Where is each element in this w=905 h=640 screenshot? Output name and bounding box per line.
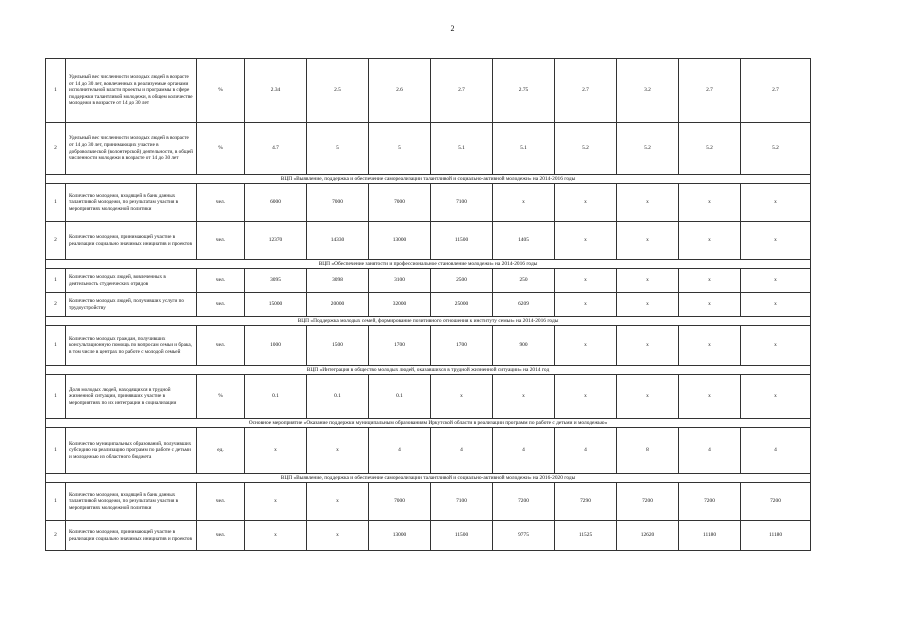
value-cell: х: [555, 326, 617, 366]
indicators-table: [45, 58, 811, 551]
value-cell: х: [431, 375, 493, 419]
value-cell: х: [307, 483, 369, 521]
value-cell: х: [679, 269, 741, 293]
value-cell: 2.5: [307, 59, 369, 123]
value-cell: 5.2: [555, 123, 617, 175]
value-cell: 7290: [555, 483, 617, 521]
value-cell: 1405: [493, 222, 555, 260]
value-cell: 2.6: [369, 59, 431, 123]
indicator-name: Количество молодежи, входящей в банк данных талантливой молодежи, по результатам участия в мероприятиях молодежной политики: [66, 483, 197, 521]
value-cell: 15000: [245, 293, 307, 317]
unit-cell: чел.: [197, 269, 245, 293]
value-cell: х: [741, 326, 811, 366]
value-cell: 7000: [369, 184, 431, 222]
value-cell: 4: [555, 428, 617, 474]
row-number: 1: [46, 483, 66, 521]
row-number: 1: [46, 428, 66, 474]
unit-cell: чел.: [197, 326, 245, 366]
unit-cell: %: [197, 123, 245, 175]
indicator-name: Количество молодых людей, вовлеченных в деятельность студенческих отрядов: [66, 269, 197, 293]
value-cell: 5.1: [431, 123, 493, 175]
indicator-name: Количество молодых граждан, получивших консультационную помощь по вопросам семьи и брака, в том числе в центрах по работе с молодой семьей: [66, 326, 197, 366]
value-cell: х: [555, 293, 617, 317]
value-cell: 250: [493, 269, 555, 293]
value-cell: 7000: [369, 483, 431, 521]
value-cell: 7000: [307, 184, 369, 222]
row-number: 2: [46, 222, 66, 260]
indicator-name: Удельный вес численности молодых людей в возрасте от 14 до 30 лет, вовлеченных в реализуемые органами исполнительной власти проекты и программы в сфере поддержки талантливой молодежи, в общем количестве молодежи в возрасте от 14 до 30 лет: [66, 59, 197, 123]
row-number: 1: [46, 326, 66, 366]
value-cell: 8: [617, 428, 679, 474]
value-cell: х: [679, 222, 741, 260]
value-cell: х: [555, 222, 617, 260]
value-cell: 3095: [245, 269, 307, 293]
value-cell: 11500: [431, 521, 493, 551]
row-number: 1: [46, 269, 66, 293]
table-row: [46, 59, 811, 123]
value-cell: 25000: [431, 293, 493, 317]
value-cell: 13000: [369, 521, 431, 551]
value-cell: 1700: [431, 326, 493, 366]
value-cell: х: [741, 222, 811, 260]
value-cell: 7100: [431, 483, 493, 521]
table-row: [46, 293, 811, 317]
value-cell: х: [617, 293, 679, 317]
value-cell: х: [617, 184, 679, 222]
value-cell: 12620: [617, 521, 679, 551]
indicator-name: Доля молодых людей, находящихся в трудной жизненной ситуации, принявших участие в мероприятиях по их интеграции в социализации: [66, 375, 197, 419]
value-cell: х: [741, 184, 811, 222]
value-cell: 5.1: [493, 123, 555, 175]
section-header-row: [46, 317, 811, 326]
table-body: [46, 59, 811, 551]
value-cell: 0.1: [245, 375, 307, 419]
value-cell: 9775: [493, 521, 555, 551]
value-cell: х: [617, 326, 679, 366]
section-title: ВЦП «Выявление, поддержка и обеспечение самореализации талантливой и социально-активной молодежи» на 2014-2016 годы: [46, 175, 811, 184]
table-row: [46, 222, 811, 260]
indicator-name: Количество молодежи, принимающей участие в реализации социально значимых инициатив и проектов: [66, 521, 197, 551]
value-cell: 20000: [307, 293, 369, 317]
table-row: [46, 428, 811, 474]
indicator-name: Количество молодежи, принимающей участие в реализации социально значимых инициатив и проектов: [66, 222, 197, 260]
table-row: [46, 483, 811, 521]
section-header-row: [46, 366, 811, 375]
value-cell: 32000: [369, 293, 431, 317]
section-header-row: [46, 175, 811, 184]
value-cell: 0.1: [369, 375, 431, 419]
value-cell: х: [679, 326, 741, 366]
section-header-row: [46, 419, 811, 428]
section-header-row: [46, 260, 811, 269]
indicator-name: Количество молодежи, входящей в банк данных талантливой молодежи, по результатам участия в мероприятиях молодежной политики: [66, 184, 197, 222]
value-cell: 6000: [245, 184, 307, 222]
unit-cell: %: [197, 59, 245, 123]
value-cell: 2.7: [431, 59, 493, 123]
value-cell: х: [741, 269, 811, 293]
table-row: [46, 375, 811, 419]
page-number: 2: [450, 24, 455, 33]
value-cell: 1500: [307, 326, 369, 366]
value-cell: 11180: [679, 521, 741, 551]
section-title: ВЦП «Интеграция в общество молодых людей, оказавшихся в трудной жизненной ситуации» на 2014 год: [46, 366, 811, 375]
value-cell: 14330: [307, 222, 369, 260]
value-cell: 6209: [493, 293, 555, 317]
row-number: 2: [46, 521, 66, 551]
value-cell: 2.7: [741, 59, 811, 123]
unit-cell: чел.: [197, 293, 245, 317]
section-title: ВЦП «Обеспечение занятости и профессиональное становление молодежи» на 2014-2016 годы: [46, 260, 811, 269]
value-cell: 7200: [617, 483, 679, 521]
value-cell: 3100: [369, 269, 431, 293]
table-row: [46, 269, 811, 293]
value-cell: х: [493, 375, 555, 419]
value-cell: 7200: [679, 483, 741, 521]
value-cell: 4: [741, 428, 811, 474]
value-cell: х: [679, 293, 741, 317]
table-row: [46, 521, 811, 551]
value-cell: 3.2: [617, 59, 679, 123]
value-cell: х: [555, 375, 617, 419]
value-cell: 2.7: [555, 59, 617, 123]
value-cell: 11180: [741, 521, 811, 551]
value-cell: 5: [307, 123, 369, 175]
value-cell: х: [741, 375, 811, 419]
section-title: Основное мероприятие «Оказание поддержки муниципальным образованиям Иркутской области в реализации программ по работе с детьми и молодежью»: [46, 419, 811, 428]
value-cell: х: [617, 222, 679, 260]
value-cell: 3098: [307, 269, 369, 293]
table-row: [46, 184, 811, 222]
table-row: [46, 326, 811, 366]
value-cell: х: [245, 521, 307, 551]
value-cell: х: [617, 375, 679, 419]
value-cell: 2500: [431, 269, 493, 293]
value-cell: х: [555, 184, 617, 222]
value-cell: 1700: [369, 326, 431, 366]
indicator-name: Количество молодых людей, получивших услуги по трудоустройству: [66, 293, 197, 317]
value-cell: 0.1: [307, 375, 369, 419]
value-cell: 4: [369, 428, 431, 474]
value-cell: 5.2: [617, 123, 679, 175]
value-cell: х: [493, 184, 555, 222]
section-header-row: [46, 474, 811, 483]
value-cell: 2.34: [245, 59, 307, 123]
row-number: 2: [46, 123, 66, 175]
indicator-name: Количество муниципальных образований, получивших субсидию на реализацию программ по работе с детьми и молодежью из областного бюджета: [66, 428, 197, 474]
value-cell: х: [307, 521, 369, 551]
value-cell: 900: [493, 326, 555, 366]
value-cell: 13000: [369, 222, 431, 260]
row-number: 1: [46, 59, 66, 123]
section-title: ВЦП «Поддержка молодых семей, формирование позитивного отношения к институту семьи» на 2014-2016 годы: [46, 317, 811, 326]
unit-cell: чел.: [197, 222, 245, 260]
value-cell: х: [245, 428, 307, 474]
value-cell: х: [741, 293, 811, 317]
value-cell: х: [679, 184, 741, 222]
value-cell: х: [245, 483, 307, 521]
unit-cell: %: [197, 375, 245, 419]
row-number: 1: [46, 184, 66, 222]
section-title: ВЦП «Выявление, поддержка и обеспечение самореализации талантливой и социально-активной молодежи» на 2016-2020 годы: [46, 474, 811, 483]
value-cell: 12370: [245, 222, 307, 260]
value-cell: 2.7: [679, 59, 741, 123]
table-row: [46, 123, 811, 175]
unit-cell: чел.: [197, 184, 245, 222]
value-cell: 4.7: [245, 123, 307, 175]
value-cell: 11525: [555, 521, 617, 551]
unit-cell: ед.: [197, 428, 245, 474]
indicator-name: Удельный вес численности молодых людей в возрасте от 14 до 30 лет, принимающих участие в добровольческой (волонтерской) деятельности, в общей численности молодежи в возрасте от 14 до 30 лет: [66, 123, 197, 175]
value-cell: 4: [431, 428, 493, 474]
value-cell: 1000: [245, 326, 307, 366]
value-cell: 4: [493, 428, 555, 474]
value-cell: 5.2: [741, 123, 811, 175]
unit-cell: чел.: [197, 521, 245, 551]
value-cell: 7200: [493, 483, 555, 521]
row-number: 1: [46, 375, 66, 419]
value-cell: х: [617, 269, 679, 293]
value-cell: 11500: [431, 222, 493, 260]
value-cell: 7200: [741, 483, 811, 521]
value-cell: х: [307, 428, 369, 474]
value-cell: 2.75: [493, 59, 555, 123]
row-number: 2: [46, 293, 66, 317]
value-cell: х: [555, 269, 617, 293]
value-cell: 5: [369, 123, 431, 175]
value-cell: х: [679, 375, 741, 419]
value-cell: 4: [679, 428, 741, 474]
unit-cell: чел.: [197, 483, 245, 521]
value-cell: 5.2: [679, 123, 741, 175]
value-cell: 7100: [431, 184, 493, 222]
